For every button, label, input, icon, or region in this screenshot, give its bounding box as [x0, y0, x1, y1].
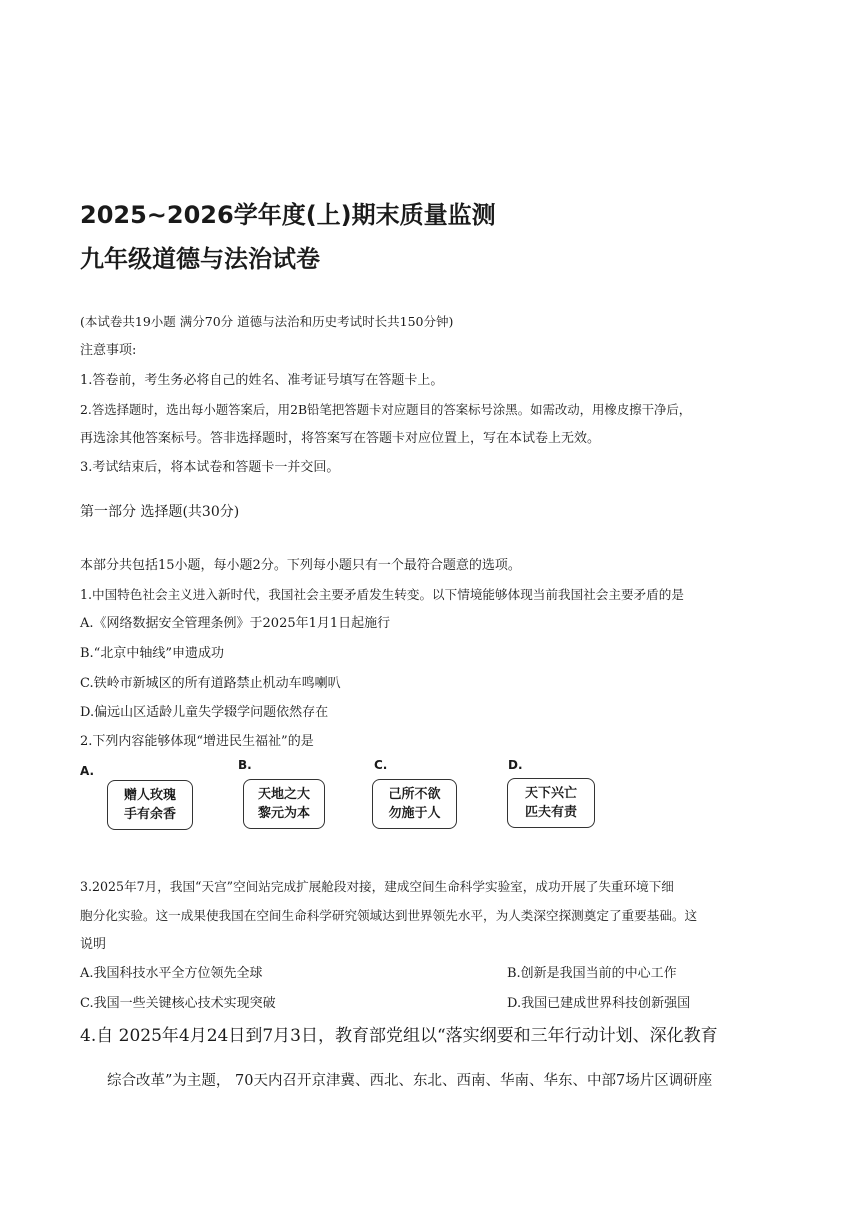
q1-option-a: A.《网络数据安全管理条例》于2025年1月1日起施行: [80, 616, 391, 631]
q2-option-d-box: [507, 778, 595, 828]
q2-option-a-line2: 手有余香: [123, 807, 176, 822]
notice-item-2-line2: 再选涂其他答案标号。答非选择题时，将答案写在答题卡对应位置上，写在本试卷上无效。: [80, 431, 601, 446]
q3-stem-line1: 3.2025年7月，我国“天宫”空间站完成扩展舱段对接，建成空间生命科学实验室，成功开展了失重环境下细: [80, 879, 674, 894]
q2-stem: 2.下列内容能够体现“增进民生福祉”的是: [80, 734, 314, 749]
q4-line1: 4.自 2025年4月24日到7月3日，教育部党组以“落实纲要和三年行动计划、深化教育: [80, 1026, 718, 1046]
q1-stem: 1.中国特色社会主义进入新时代，我国社会主要矛盾发生转变。以下情境能够体现当前我国社会主要矛盾的是: [80, 587, 684, 602]
q2-option-b-line1: 天地之大: [257, 787, 310, 802]
q3-option-d: D.我国已建成世界科技创新强国: [507, 996, 691, 1011]
q2-option-a-line1: 赠人玫瑰: [123, 788, 176, 803]
q4-line2: 综合改革”为主题， 70天内召开京津冀、西北、东北、西南、华南、华东、中部7场片区调研座: [107, 1073, 713, 1089]
q2-option-d-line1: 天下兴亡: [524, 786, 577, 801]
q3-stem-line3: 说明: [80, 937, 107, 952]
q2-option-d-line2: 匹夫有责: [524, 805, 577, 820]
q2-option-b-line2: 黎元为本: [257, 806, 310, 821]
q3-option-c: C.我国一些关键核心技术实现突破: [80, 996, 276, 1011]
notice-item-2-line1: 2.答选择题时，选出每小题答案后，用2B铅笔把答题卡对应题目的答案标号涂黑。如需改动，用橡皮擦干净后，: [80, 402, 692, 417]
q2-option-a-box: [107, 780, 193, 830]
q2-option-b-letter: B.: [238, 758, 252, 772]
section1-heading: 第一部分 选择题(共30分): [80, 504, 240, 520]
q1-option-d: D.偏远山区适龄儿童失学辍学问题依然存在: [80, 705, 329, 720]
notice-item-1: 1.答卷前，考生务必将自己的姓名、准考证号填写在答题卡上。: [80, 373, 444, 388]
q3-option-b: B.创新是我国当前的中心工作: [507, 966, 677, 981]
q1-option-c: C.铁岭市新城区的所有道路禁止机动车鸣喇叭: [80, 676, 341, 691]
q2-option-c-line2: 勿施于人: [388, 806, 441, 821]
notice-heading: 注意事项:: [80, 343, 137, 358]
notice-item-3: 3.考试结束后，将本试卷和答题卡一并交回。: [80, 460, 340, 475]
q2-option-d-letter: D.: [508, 758, 523, 772]
q3-option-a: A.我国科技水平全方位领先全球: [80, 966, 263, 981]
q2-option-a-letter: A.: [80, 764, 95, 778]
exam-title-line2: 九年级道德与法治试卷: [80, 245, 320, 273]
q2-option-c-letter: C.: [374, 758, 388, 772]
exam-title-line1: 2025~2026学年度(上)期末质量监测: [80, 201, 496, 229]
q2-option-c-line1: 己所不欲: [388, 787, 441, 802]
section1-intro: 本部分共包括15小题，每小题2分。下列每小题只有一个最符合题意的选项。: [80, 558, 521, 573]
q2-option-b-box: [243, 779, 325, 829]
q2-option-c-box: [372, 779, 457, 829]
q3-stem-line2: 胞分化实验。这一成果使我国在空间生命科学研究领域达到世界领先水平，为人类深空探测奠定了重要基础。这: [80, 908, 698, 923]
q1-option-b: B.“北京中轴线”申遗成功: [80, 646, 224, 661]
exam-info: (本试卷共19小题 满分70分 道德与法治和历史考试时长共150分钟): [80, 314, 454, 329]
